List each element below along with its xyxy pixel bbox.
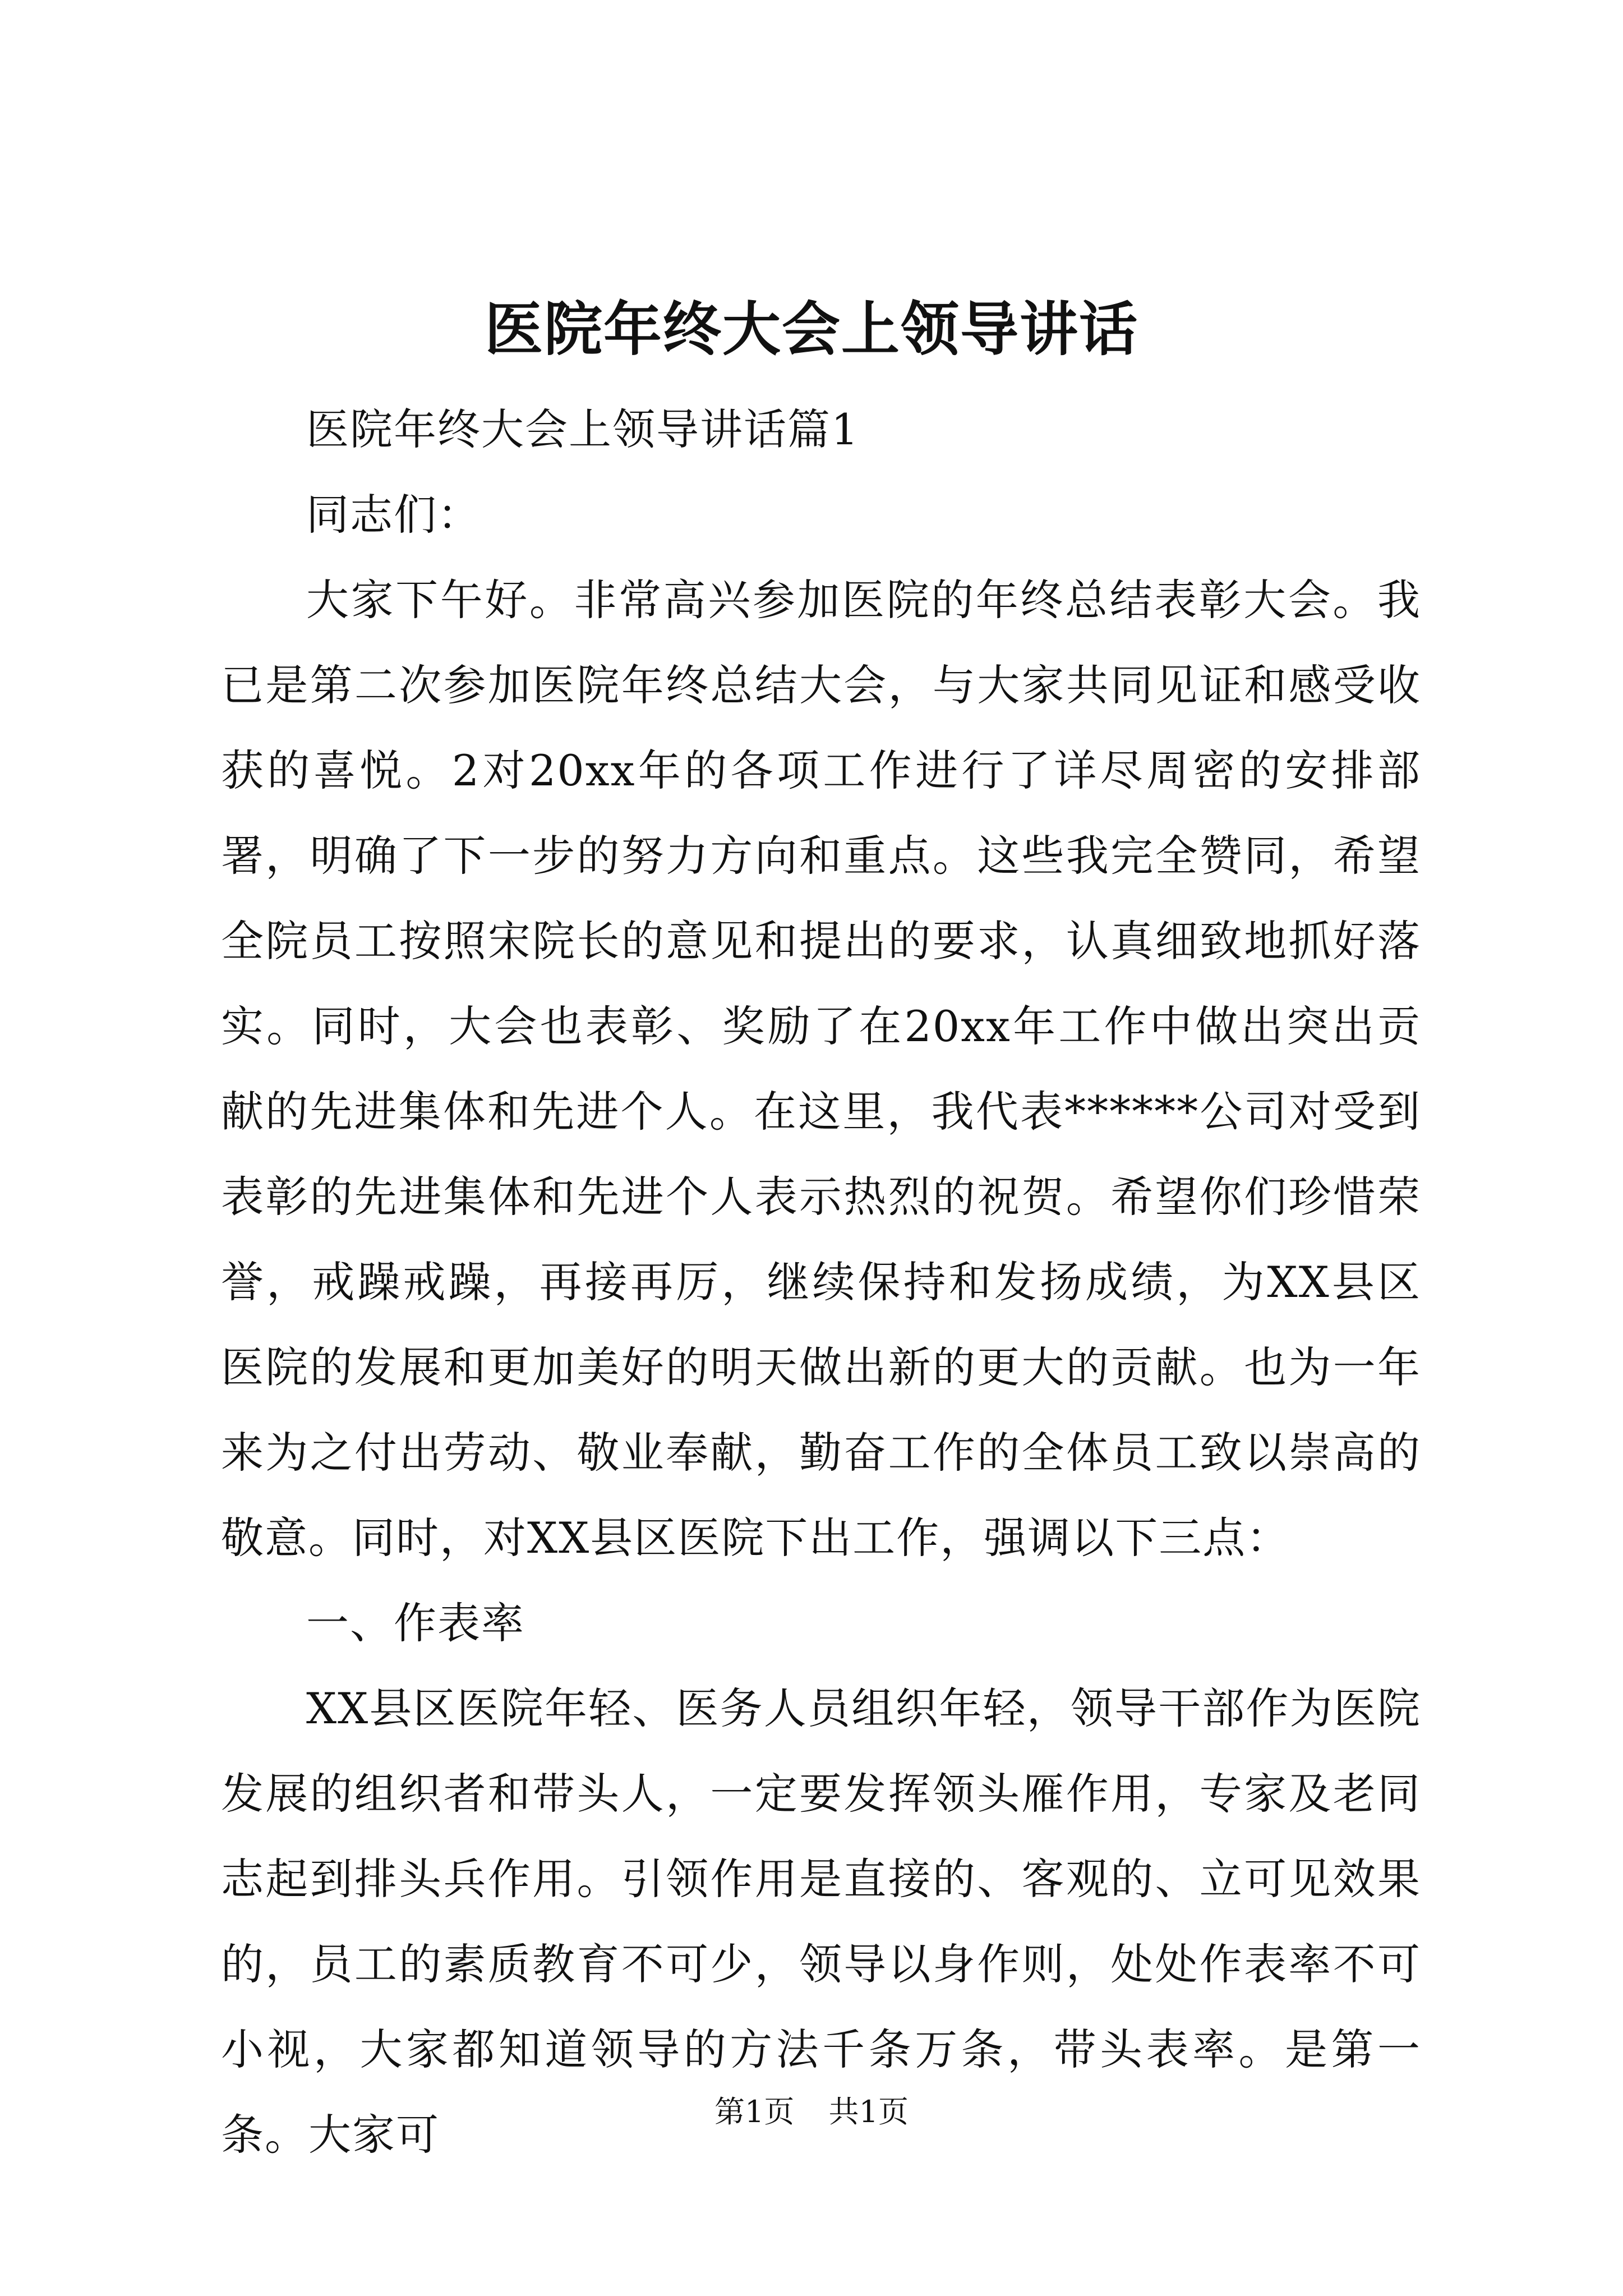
section-heading: 医院年终大会上领导讲话篇1 bbox=[306, 404, 860, 454]
page-separator bbox=[804, 2094, 819, 2129]
body-paragraph: 大家下午好。非常高兴参加医院的年终总结表彰大会。我已是第二次参加医院年终总结大会，与大家共同见证和感受收获的喜悦。2对20xx年的各项工作进行了详尽周密的安排部署，明确了下一步的努力方向和重点。这些我完全赞同，希望全院员工按照宋院长的意见和提出的要求，认真细致地抓好落实。同时，大会也表彰、奖励了在20xx年工作中做出突出贡献的先进集体和先进个人。在这里，我代表******公司对受到表彰的先进集体和先进个人表示热烈的祝贺。希望你们珍惜荣誉，戒躁戒躁，再接再厉，继续保持和发扬成绩，为XX县区医院的发展和更加美好的明天做出新的更大的贡献。也为一年来为之付出劳动、敬业奉献，勤奋工作的全体员工致以崇高的敬意。同时，对XX县区医院下出工作，强调以下三点： bbox=[221, 575, 1421, 1563]
page-total: 共1页 bbox=[828, 2094, 909, 2129]
page-number: 第1页 bbox=[714, 2094, 795, 2129]
page-footer bbox=[0, 2090, 1623, 2134]
subsection-heading: 一、作表率 bbox=[306, 1598, 525, 1648]
document-title: 医院年终大会上领导讲话 bbox=[484, 295, 1138, 364]
document-body bbox=[221, 387, 1421, 2178]
body-paragraph: XX县区医院年轻、医务人员组织年轻，领导干部作为医院发展的组织者和带头人，一定要发挥领头雁作用，专家及老同志起到排头兵作用。引领作用是直接的、客观的、立可见效果的，员工的素质教育不可少，领导以身作则，处处作表率不可小视，大家都知道领导的方法千条万条，带头表率。是第一条。大家可 bbox=[221, 1683, 1421, 2160]
salutation: 同志们： bbox=[306, 490, 481, 540]
